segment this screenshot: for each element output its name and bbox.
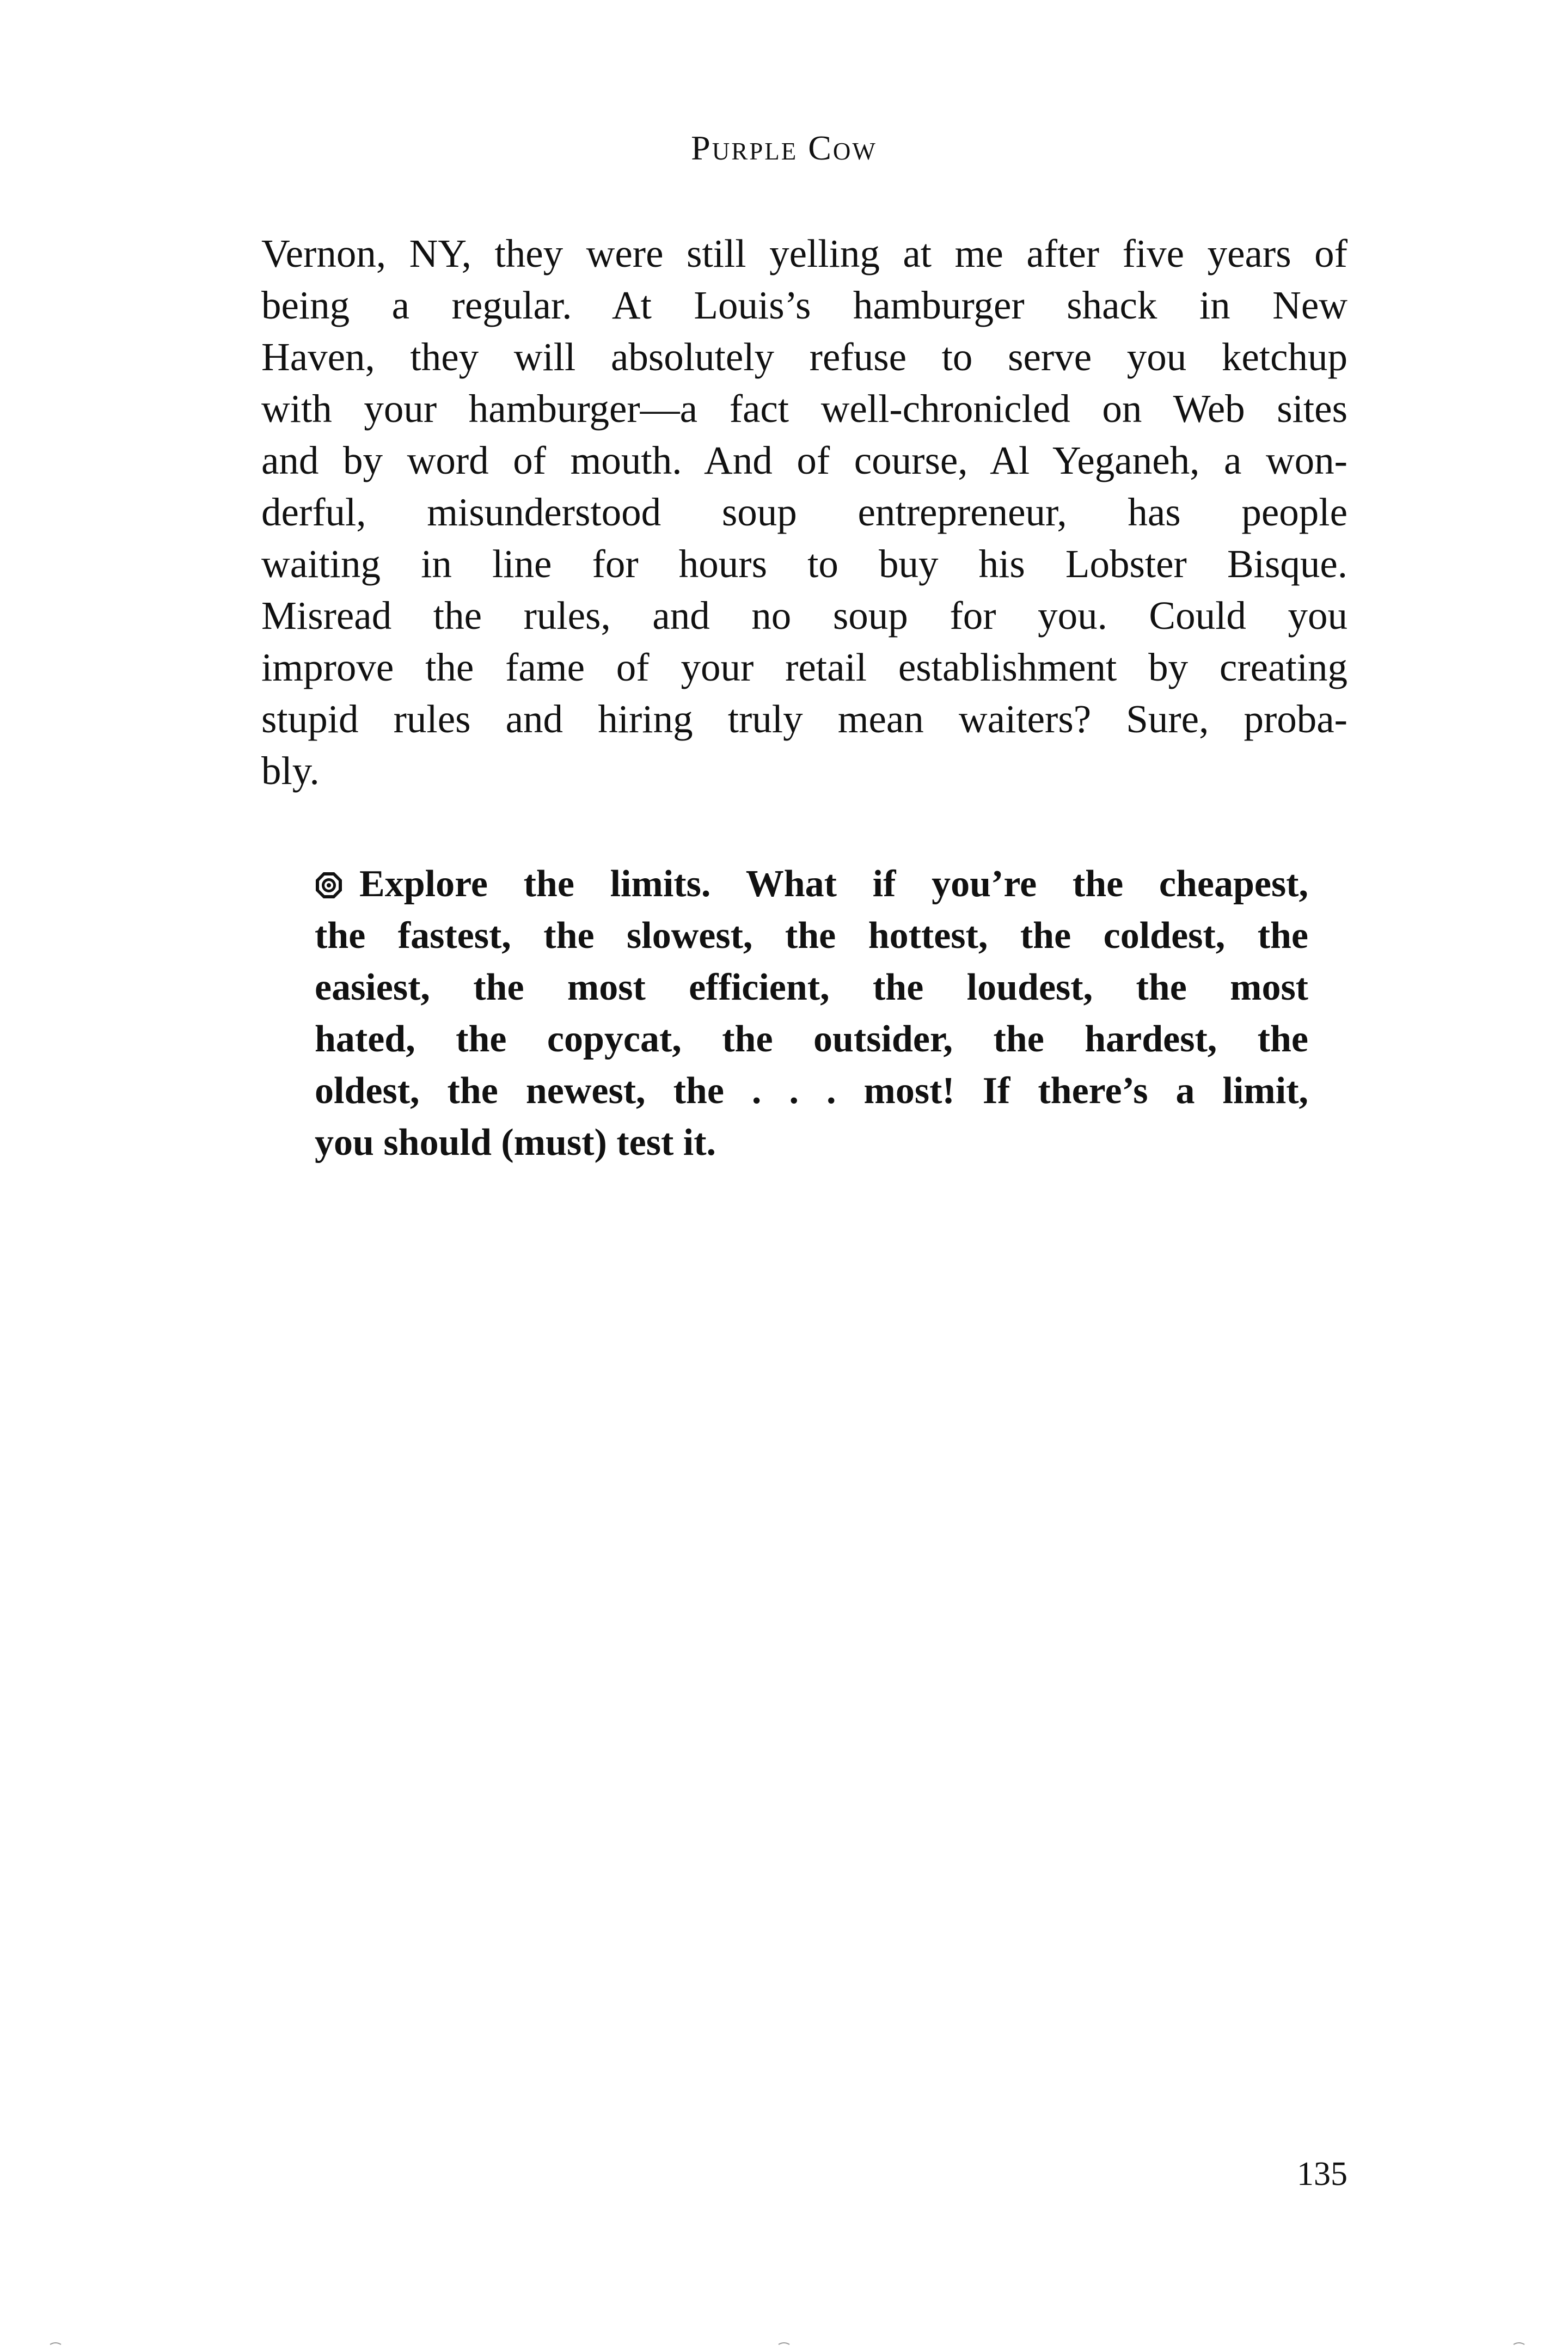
body-line: Vernon, NY, they were still yelling at me after five years of [261,231,1347,275]
octagon-bullet-icon [315,871,343,899]
body-line: Misread the rules, and no soup for you. Could you [261,593,1347,638]
tip-line: the fastest, the slowest, the hottest, the coldest, the [315,915,1308,957]
page-number: 135 [1297,2156,1347,2193]
body-line: derful, misunderstood soup entrepreneur, has people [261,490,1347,534]
body-line: waiting in line for hours to buy his Lobster Bisque. [261,542,1347,586]
body-line: improve the fame of your retail establishment by creating [261,645,1347,689]
body-line: stupid rules and hiring truly mean waiters? Sure, proba- [261,697,1347,741]
body-line: bly. [261,749,320,793]
crop-mark [49,2341,62,2346]
body-line: with your hamburger—a fact well-chronicled on Web sites [261,387,1347,431]
crop-mark [777,2341,791,2346]
body-line: Haven, they will absolutely refuse to serve you ketchup [261,335,1347,379]
tip-line: oldest, the newest, the . . . most! If there’s a limit, [315,1070,1308,1112]
tip-paragraph [315,858,1308,1168]
body-paragraph [261,228,1347,797]
tip-line: hated, the copycat, the outsider, the hardest, the [315,1018,1308,1060]
body-line: being a regular. At Louis’s hamburger shack in New [261,283,1347,327]
crop-mark [1512,2341,1526,2346]
tip-line: you should (must) test it. [315,1122,716,1164]
body-line: and by word of mouth. And of course, Al Yeganeh, a won- [261,438,1347,482]
tip-line-text: Explore the limits. What if you’re the cheapest, [359,863,1308,905]
tip-line: easiest, the most efficient, the loudest, the most [315,966,1308,1008]
tip-line-first [315,858,1308,910]
running-head: Purple Cow [691,128,877,167]
